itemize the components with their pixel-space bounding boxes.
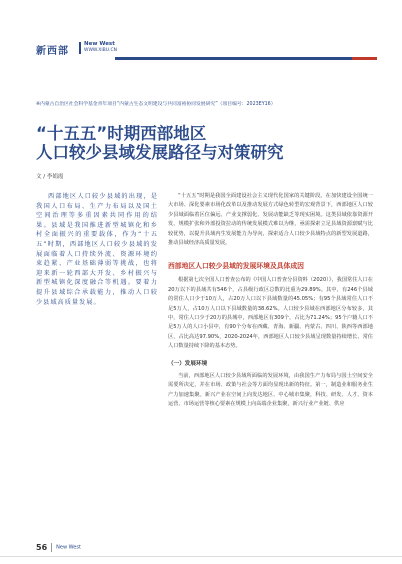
header-stripe-accent (352, 57, 377, 60)
magazine-logo-en: New West (84, 41, 115, 47)
footer-divider (51, 543, 52, 552)
subsection-paragraph: 当前，西部地区人口较少县域所面临的发展环境，由我国生产力布局与国土空间安全需要所决定，并在市场、政策与社会等方面均显现出新的特征。第一，制造业和服务业生产力加速集聚。新兴产业在空间上向发达地区、中心城市集聚，科技、研发、人才、资本运营、市场运营等核心要素在规模上向高端企业集聚，新兴行业产业链、供应 (168, 372, 373, 407)
abstract-column (36, 192, 158, 392)
section-paragraph: 根据第七次全国人口普查公布的《中国人口普查分县资料（2020）》，我国常住人口在20万以下的县域共有546个，占县级行政区总数的比重为29.89%。其中，有246个县域的常住人口少于10万人，占20万人口以下县域数量的45.05%；有95个县域常住人口不足5万人，占10万人口以下县域数量的38.62%。人口较少县域在西部地区分布较多，其中，常住人口少于20万的县城中，西部地区有309个，占比为71.24%；95个户籍人口不足5万人的人口小县中，有90个分布在西藏、青海、新疆、内蒙古、四川、陕西等西部地区，占比高达97.90%，2020-2024年，西部地区人口较少县域呈现数量持续增长、常住人口数量持续下降的基本态势。 (168, 277, 373, 350)
magazine-logo-url: WWW.XIBU.CN (84, 48, 117, 53)
body-column (168, 192, 373, 537)
intro-paragraph: “十五五”时期是我国全面建设社会主义现代化国家的关键阶段。在加快建设全国统一大市场、深化要素市场化改革以及推动发展方式绿色转型的宏观背景下，西部地区人口较少县域面临着区位偏远、产业支撑弱化、发展动能缺乏等现实困境。这类县域依靠资源开发、规模扩张和外部投资拉动的传统发展模式难以为继，亟需探索立足县域资源禀赋与比较优势，以提升县域内生发展能力为导向，探索适合人口较少县域特点的新型发展道路，推动县域经济高质量发展。 (168, 193, 373, 247)
subsection-heading: （一）发展环境 (168, 360, 208, 367)
article-author: 文 / 李娟霞 (36, 174, 64, 180)
article-title (36, 124, 284, 162)
article-title-line1: “十五五”时期西部地区 (36, 124, 207, 143)
page-number: 56 (36, 543, 48, 552)
magazine-logo: 新西部 (36, 46, 69, 57)
footer-brand: New West (56, 544, 81, 551)
footer-rule (0, 556, 402, 557)
page-header (0, 0, 402, 80)
section-heading: 西部地区人口较少县域的发展环境及具体成因 (168, 262, 304, 271)
header-stripe (115, 57, 377, 60)
abstract-text: 西部地区人口较少县域的出现，是我国人口布局、生产力布局以及国土空间治理等多重因素共同作用的结果。县域是我国推进新型城镇化和乡村全面振兴的重要载体，作为“十五五”时期，西部地区人口较少县域的发展面临着人口持续外流、资源环境约束趋紧、产业基础薄弱等挑战，也将迎来新一轮西部大开发、乡村振兴与新型城镇化深度融合等机遇。要着力提升县域综合承载能力，推动人口较少县域高质量发展。 (36, 193, 158, 306)
article-title-line2: 人口较少县域发展路径与对策研究 (36, 143, 284, 162)
logo-divider (79, 42, 81, 54)
page-footer (36, 543, 81, 552)
funding-note: ※内蒙古自治区社会科学基金青年项目“内蒙古生态文明建设与共同富裕协同发展研究”（项目编号：2023EY16） (36, 102, 276, 107)
